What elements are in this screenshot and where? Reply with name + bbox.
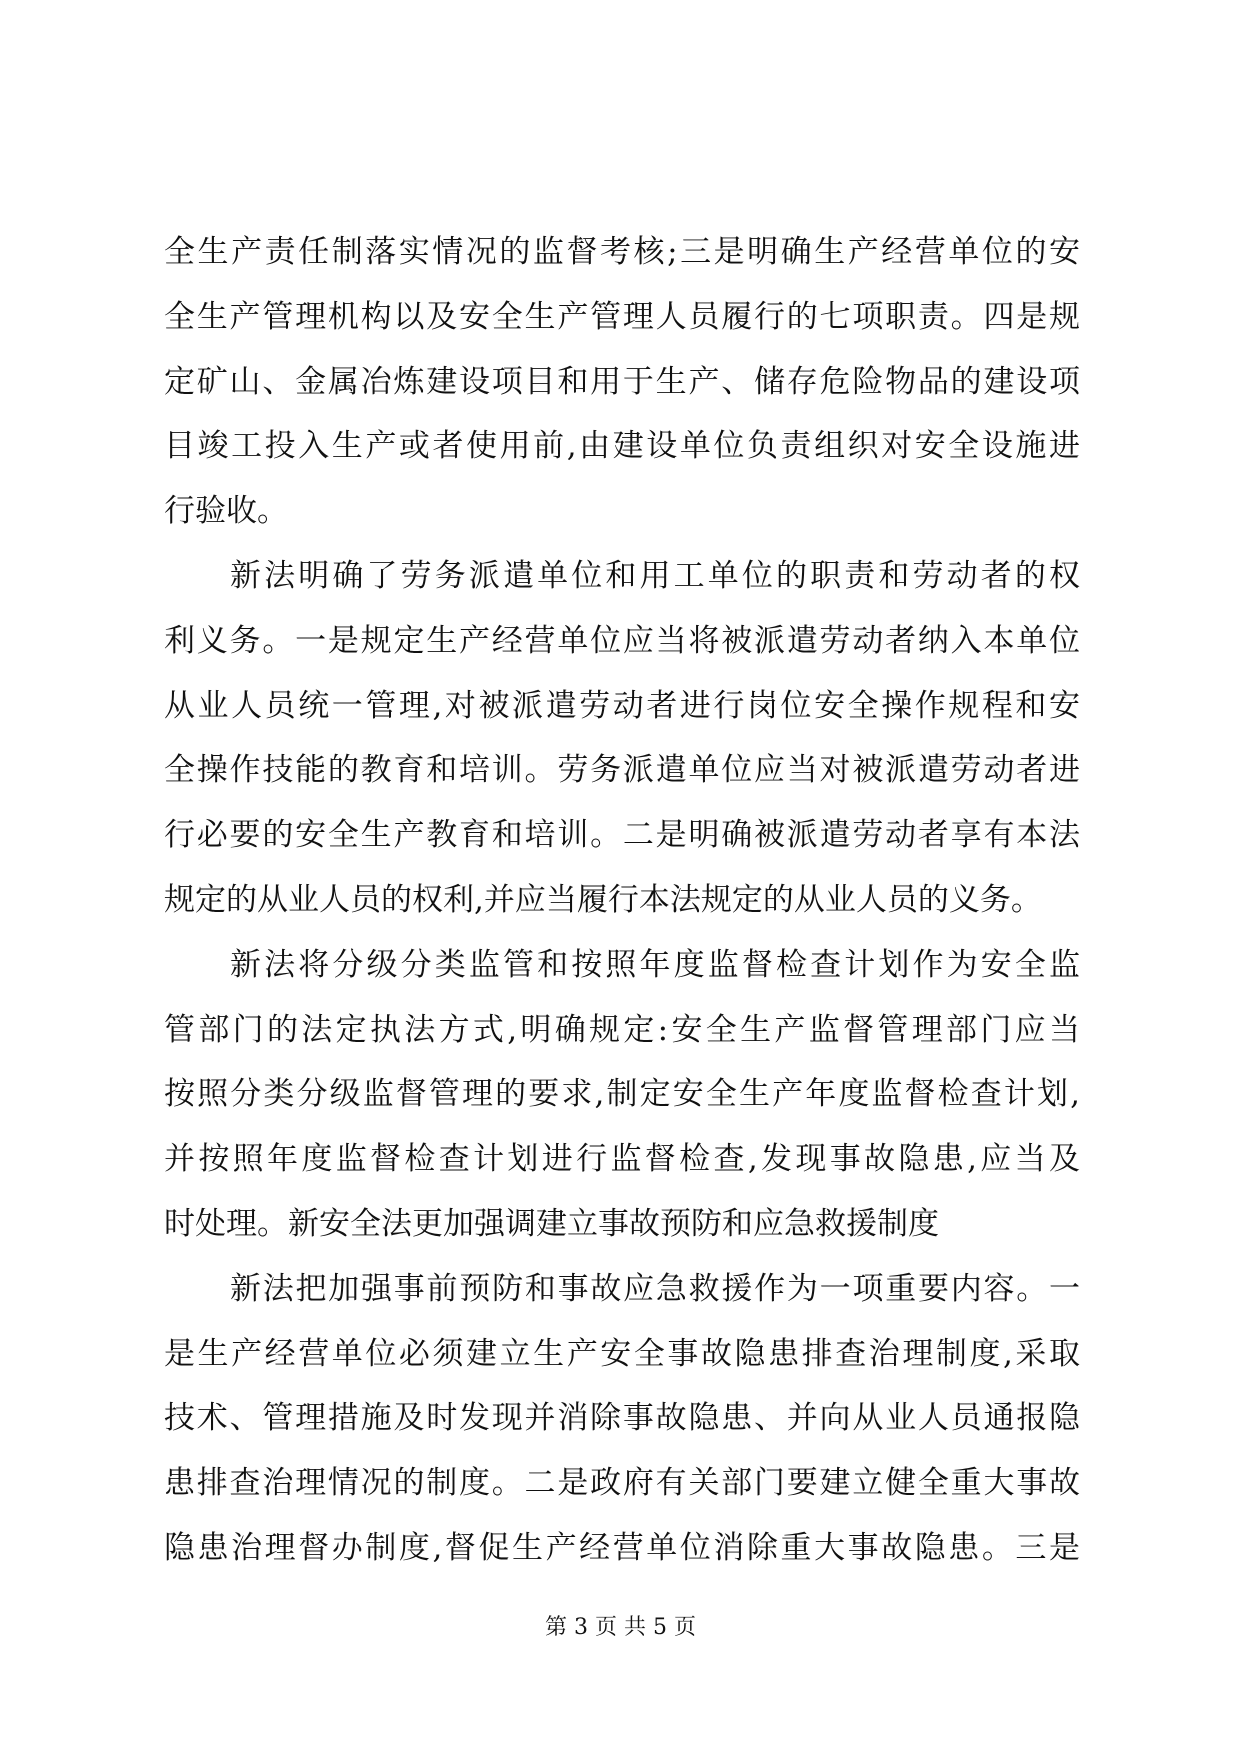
paragraph-first-line: 新法将分级分类监管和按照年度监督检查计划作为安全监 — [230, 946, 1080, 983]
text-line: 全生产责任制落实情况的监督考核;三是明确生产经营单位的安 — [164, 234, 1080, 270]
text-line: 管部门的法定执法方式,明确规定:安全生产监督管理部门应当 — [164, 1011, 1080, 1048]
paragraph-first-line: 新法明确了劳务派遣单位和用工单位的职责和劳动者的权 — [230, 557, 1080, 594]
text-line: 是生产经营单位必须建立生产安全事故隐患排查治理制度,采取 — [164, 1335, 1080, 1372]
text-line: 技术、管理措施及时发现并消除事故隐患、并向从业人员通报隐 — [164, 1400, 1080, 1437]
text-line: 并按照年度监督检查计划进行监督检查,发现事故隐患,应当及 — [164, 1141, 1080, 1178]
page-number-footer: 第 3 页 共 5 页 — [545, 1615, 696, 1640]
text-line: 从业人员统一管理,对被派遣劳动者进行岗位安全操作规程和安 — [164, 687, 1080, 724]
text-line: 行必要的安全生产教育和培训。二是明确被派遣劳动者享有本法 — [164, 817, 1080, 854]
text-line: 行验收。 — [164, 493, 288, 530]
text-line: 时处理。新安全法更加强调建立事故预防和应急救援制度 — [164, 1205, 939, 1242]
text-line: 全生产管理机构以及安全生产管理人员履行的七项职责。四是规 — [164, 298, 1080, 335]
text-line: 患排查治理情况的制度。二是政府有关部门要建立健全重大事故 — [164, 1465, 1080, 1502]
text-line: 定矿山、金属冶炼建设项目和用于生产、储存危险物品的建设项 — [164, 363, 1080, 400]
text-line: 隐患治理督办制度,督促生产经营单位消除重大事故隐患。三是 — [164, 1529, 1080, 1566]
text-line: 按照分类分级监督管理的要求,制定安全生产年度监督检查计划, — [164, 1076, 1080, 1113]
text-line: 规定的从业人员的权利,并应当履行本法规定的从业人员的义务。 — [164, 881, 1042, 918]
body-text — [164, 220, 1080, 1581]
text-line: 全操作技能的教育和培训。劳务派遣单位应当对被派遣劳动者进 — [164, 752, 1080, 789]
text-line: 利义务。一是规定生产经营单位应当将被派遣劳动者纳入本单位 — [164, 622, 1080, 659]
paragraph-first-line: 新法把加强事前预防和事故应急救援作为一项重要内容。一 — [230, 1270, 1080, 1307]
text-line: 目竣工投入生产或者使用前,由建设单位负责组织对安全设施进 — [164, 428, 1080, 465]
